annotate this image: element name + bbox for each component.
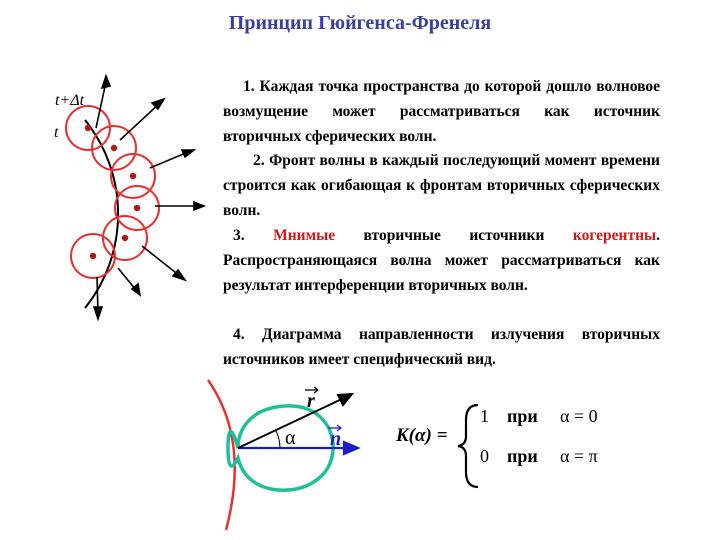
- paragraph-1: 1. Каждая точка пространства до которой дошло волновое возмущение может рассматриваться как источник вторичных сферических волн.: [223, 78, 660, 145]
- paragraph-2: 2. Фронт волны в каждый последующий момент времени строится как огибающая к фронтам вторичных сферических волн.: [223, 152, 660, 219]
- case1-value: 1: [480, 406, 489, 426]
- paragraph-4: 4. Диаграмма направленности излучения вторичных источников имеет специфический вид.: [223, 326, 660, 368]
- p3-coherent: когерентны: [572, 227, 657, 244]
- case2-condition: α = π: [560, 446, 598, 466]
- case1-word: при: [507, 406, 538, 426]
- p3-prefix: 3.: [233, 227, 274, 244]
- case2-word: при: [507, 446, 538, 466]
- r-label: r: [307, 390, 315, 412]
- case1-condition: α = 0: [560, 406, 598, 426]
- slide-title: Принцип Гюйгенса-Френеля: [228, 12, 492, 34]
- alpha-label: α: [285, 427, 296, 449]
- label-t: t: [54, 124, 59, 141]
- p3-imaginary: Мнимые: [273, 227, 336, 244]
- case2-value: 0: [480, 446, 489, 466]
- formula-lhs: K(α) =: [396, 425, 448, 446]
- n-label: n: [330, 428, 342, 450]
- p3-middle: вторичные источники: [335, 227, 573, 244]
- label-t-plus-dt: t+Δt: [55, 92, 85, 109]
- p3-rest: . Распространяющаяся волна может рассматриваться как результат интерференции вторичных волн.: [223, 227, 660, 294]
